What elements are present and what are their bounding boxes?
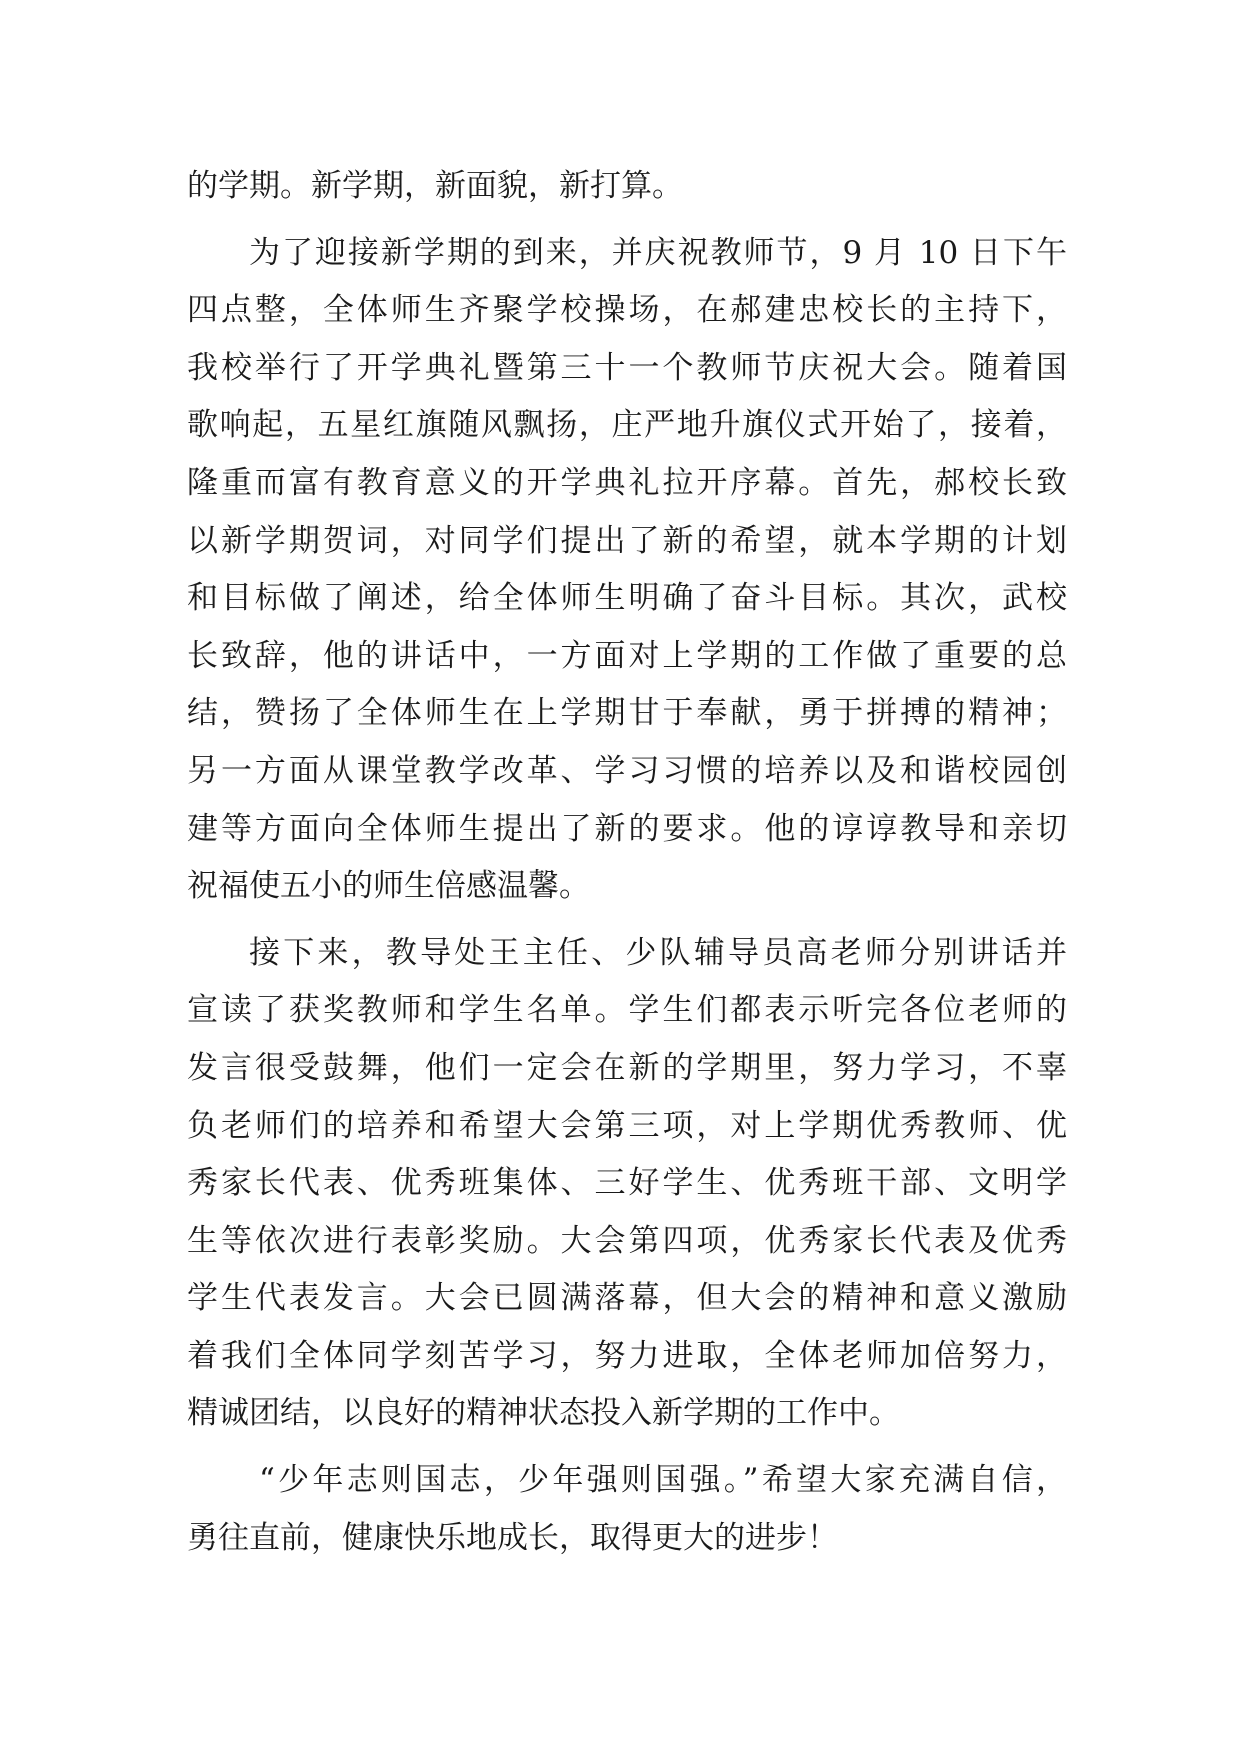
text-line: 祝福使五小的师生倍感温馨。 [187,868,590,905]
text-line: 负老师们的培养和希望大会第三项，对上学期优秀教师、优 [187,1107,1067,1144]
text-line: “少年志则国志，少年强则国强。”希望大家充满自信， [259,1462,1067,1499]
text-line: 和目标做了阐述，给全体师生明确了奋斗目标。其次，武校 [187,580,1067,617]
text-line: 为了迎接新学期的到来，并庆祝教师节，9 月 10 日下午 [249,234,1067,271]
text-line: 建等方面向全体师生提出了新的要求。他的谆谆教导和亲切 [187,810,1067,847]
text-line: 四点整，全体师生齐聚学校操场，在郝建忠校长的主持下， [187,292,1067,329]
body-text [187,158,1067,1567]
text-line: 我校举行了开学典礼暨第三十一个教师节庆祝大会。随着国 [187,349,1067,386]
text-line: 结，赞扬了全体师生在上学期甘于奉献，勇于拼搏的精神； [187,695,1067,732]
text-line: 着我们全体同学刻苦学习，努力进取，全体老师加倍努力， [187,1337,1067,1374]
text-line: 勇往直前，健康快乐地成长，取得更大的进步！ [187,1519,838,1556]
text-line: 另一方面从课堂教学改革、学习习惯的培养以及和谐校园创 [187,752,1067,789]
text-line: 歌响起，五星红旗随风飘扬，庄严地升旗仪式开始了，接着， [187,407,1067,444]
text-line: 长致辞，他的讲话中，一方面对上学期的工作做了重要的总 [187,637,1067,674]
text-line: 以新学期贺词，对同学们提出了新的希望，就本学期的计划 [187,522,1067,559]
text-line: 接下来，教导处王主任、少队辅导员高老师分别讲话并 [249,934,1067,971]
text-line: 精诚团结，以良好的精神状态投入新学期的工作中。 [187,1395,900,1432]
text-line: 发言很受鼓舞，他们一定会在新的学期里，努力学习，不辜 [187,1049,1067,1086]
text-line: 学生代表发言。大会已圆满落幕，但大会的精神和意义激励 [187,1280,1067,1317]
text-line: 的学期。新学期，新面貌，新打算。 [187,168,683,204]
text-line: 秀家长代表、优秀班集体、三好学生、优秀班干部、文明学 [187,1165,1067,1202]
text-line: 宣读了获奖教师和学生名单。学生们都表示听完各位老师的 [187,992,1067,1029]
text-line: 生等依次进行表彰奖励。大会第四项，优秀家长代表及优秀 [187,1222,1067,1259]
text-line: 隆重而富有教育意义的开学典礼拉开序幕。首先，郝校长致 [187,464,1067,501]
